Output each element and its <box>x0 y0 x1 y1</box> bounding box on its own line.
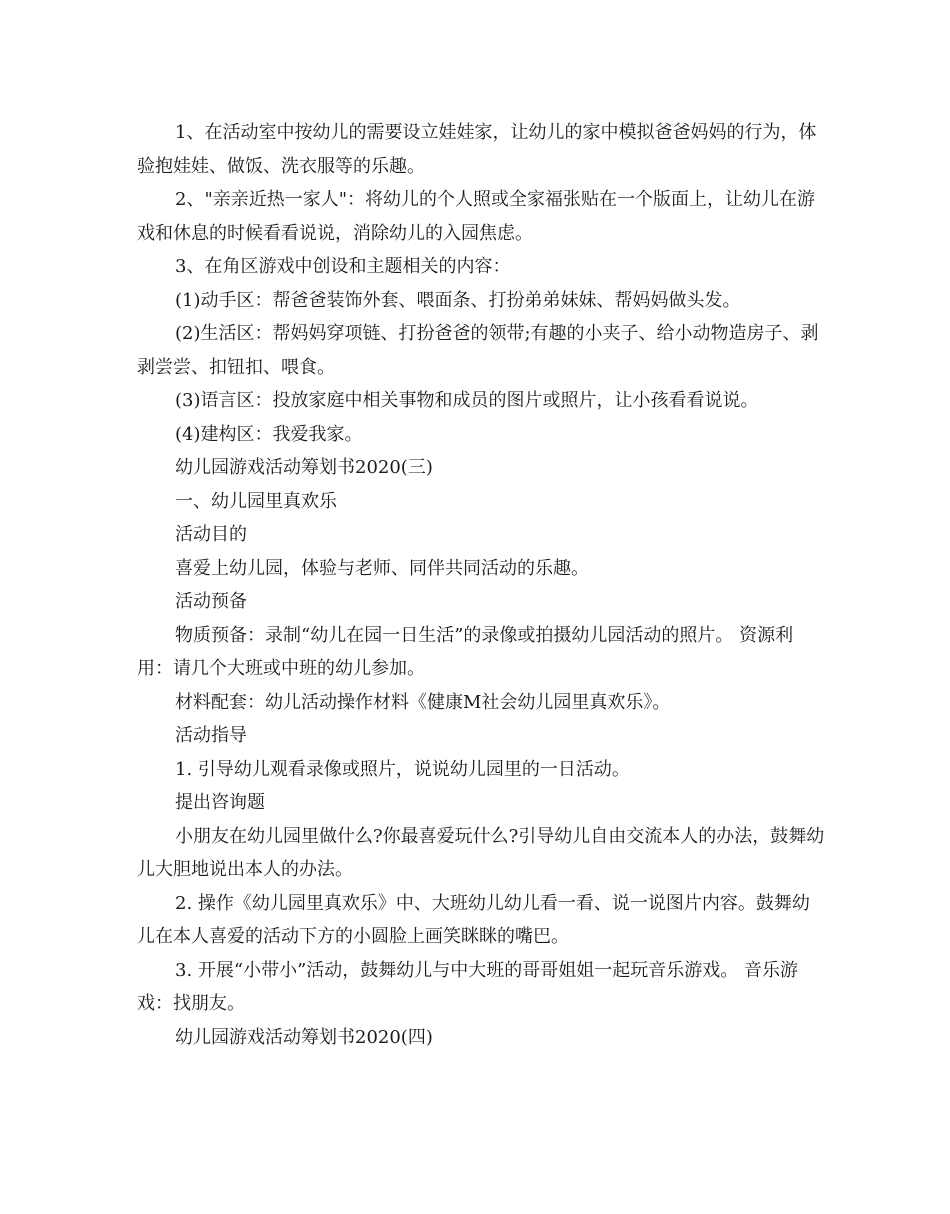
paragraph-guide-3: 3. 开展“小带小”活动，鼓舞幼儿与中大班的哥哥姐姐一起玩音乐游戏。 音乐游戏：找朋友。 <box>137 959 799 1014</box>
paragraph-goal: 喜爱上幼儿园，体验与老师、同伴共同活动的乐趣。 <box>175 557 589 579</box>
paragraph-4: (1)动手区：帮爸爸装饰外套、喂面条、打扮弟弟妹妹、帮妈妈做头发。 <box>175 289 741 311</box>
paragraph-1: 1、在活动室中按幼儿的需要设立娃娃家，让幼儿的家中模拟爸爸妈妈的行为，体验抱娃娃、做饭、洗衣服等的乐趣。 <box>137 122 817 177</box>
paragraph-guide-1: 1. 引导幼儿观看录像或照片，说说幼儿园里的一日活动。 <box>175 758 630 780</box>
paragraph-3: 3、在角区游戏中创设和主题相关的内容： <box>175 256 511 277</box>
section-heading-3: 幼儿园游戏活动筹划书2020(三) <box>175 457 433 478</box>
section-heading-4: 幼儿园游戏活动筹划书2020(四) <box>175 1026 433 1048</box>
heading-activity-prep: 活动预备 <box>175 591 247 612</box>
paragraph-7: (4)建构区：我爱我家。 <box>175 423 363 445</box>
heading-activity-goal: 活动目的 <box>175 524 247 545</box>
paragraph-6: (3)语言区：投放家庭中相关事物和成员的图片或照片，让小孩看看说说。 <box>175 390 759 411</box>
heading-questions: 提出咨询题 <box>175 792 265 813</box>
paragraph-prep: 物质预备：录制“幼儿在园一日生活”的录像或拍摄幼儿园活动的照片。 资源利用：请几个大班或中班的幼儿参加。 <box>137 624 794 679</box>
heading-activity-guide: 活动指导 <box>175 725 247 746</box>
paragraph-5: (2)生活区：帮妈妈穿项链、打扮爸爸的领带;有趣的小夹子、给小动物造房子、剥剥尝尝、扣钮扣、喂食。 <box>137 323 819 378</box>
subsection-heading: 一、幼儿园里真欢乐 <box>175 490 337 512</box>
document-body <box>137 116 827 1054</box>
paragraph-materials: 材料配套：幼儿活动操作材料《健康M社会幼儿园里真欢乐》。 <box>175 691 671 713</box>
paragraph-questions: 小朋友在幼儿园里做什么?你最喜爱玩什么?引导幼儿自由交流本人的办法，鼓舞幼儿大胆地说出本人的办法。 <box>137 825 825 880</box>
paragraph-2: 2、"亲亲近热一家人"：将幼儿的个人照或全家福张贴在一个版面上，让幼儿在游戏和休息的时候看看说说，消除幼儿的入园焦虑。 <box>137 189 816 244</box>
paragraph-guide-2: 2. 操作《幼儿园里真欢乐》中、大班幼儿幼儿看一看、说一说图片内容。鼓舞幼儿在本人喜爱的活动下方的小圆脸上画笑眯眯的嘴巴。 <box>137 892 810 947</box>
